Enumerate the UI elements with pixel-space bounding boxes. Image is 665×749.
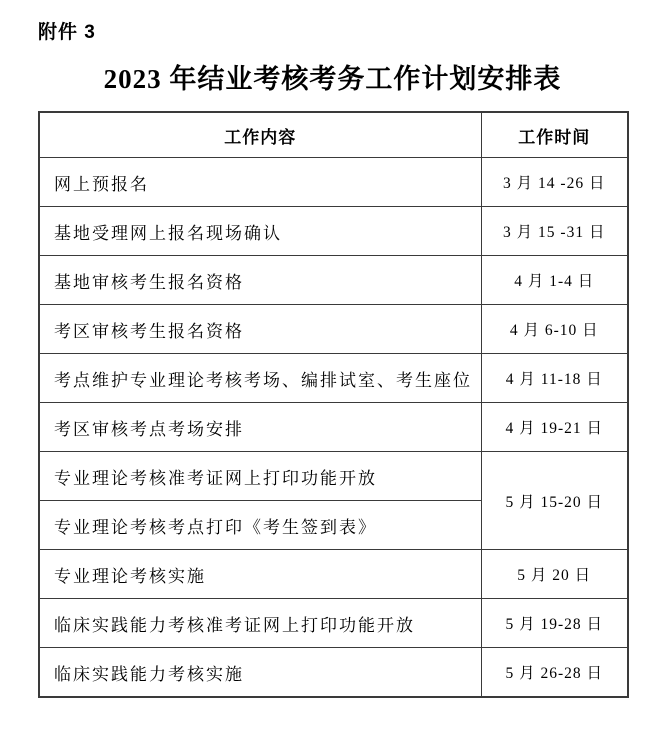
work-content-cell: 考区审核考点考场安排 bbox=[39, 403, 481, 452]
header-work-content: 工作内容 bbox=[39, 112, 481, 158]
work-time-cell: 3 月 14 -26 日 bbox=[481, 158, 628, 207]
work-content-cell: 考点维护专业理论考核考场、编排试室、考生座位 bbox=[39, 354, 481, 403]
schedule-table bbox=[38, 111, 629, 698]
work-time-cell: 4 月 19-21 日 bbox=[481, 403, 628, 452]
work-content-cell: 临床实践能力考核准考证网上打印功能开放 bbox=[39, 599, 481, 648]
work-content-cell: 专业理论考核实施 bbox=[39, 550, 481, 599]
table-row bbox=[39, 648, 628, 698]
work-content-cell: 基地受理网上报名现场确认 bbox=[39, 207, 481, 256]
work-time-cell: 4 月 1-4 日 bbox=[481, 256, 628, 305]
table-row bbox=[39, 599, 628, 648]
table-row bbox=[39, 550, 628, 599]
table-row bbox=[39, 256, 628, 305]
work-time-cell: 5 月 26-28 日 bbox=[481, 648, 628, 698]
table-header-row bbox=[39, 112, 628, 158]
work-time-cell: 5 月 20 日 bbox=[481, 550, 628, 599]
table-row bbox=[39, 207, 628, 256]
work-time-cell: 3 月 15 -31 日 bbox=[481, 207, 628, 256]
header-work-time: 工作时间 bbox=[481, 112, 628, 158]
table-row bbox=[39, 158, 628, 207]
work-content-cell: 专业理论考核准考证网上打印功能开放 bbox=[39, 452, 481, 501]
table-row bbox=[39, 305, 628, 354]
work-time-cell: 4 月 6-10 日 bbox=[481, 305, 628, 354]
table-row bbox=[39, 403, 628, 452]
table-row bbox=[39, 452, 628, 501]
work-content-cell: 专业理论考核考点打印《考生签到表》 bbox=[39, 501, 481, 550]
table-row bbox=[39, 354, 628, 403]
work-content-cell: 基地审核考生报名资格 bbox=[39, 256, 481, 305]
work-time-cell: 5 月 19-28 日 bbox=[481, 599, 628, 648]
page-title: 2023 年结业考核考务工作计划安排表 bbox=[103, 64, 562, 94]
work-content-cell: 考区审核考生报名资格 bbox=[39, 305, 481, 354]
work-content-cell: 临床实践能力考核实施 bbox=[39, 648, 481, 698]
attachment-label: 附件 3 bbox=[38, 22, 96, 43]
work-time-cell: 4 月 11-18 日 bbox=[481, 354, 628, 403]
work-time-cell-merged: 5 月 15-20 日 bbox=[481, 452, 628, 550]
work-content-cell: 网上预报名 bbox=[39, 158, 481, 207]
